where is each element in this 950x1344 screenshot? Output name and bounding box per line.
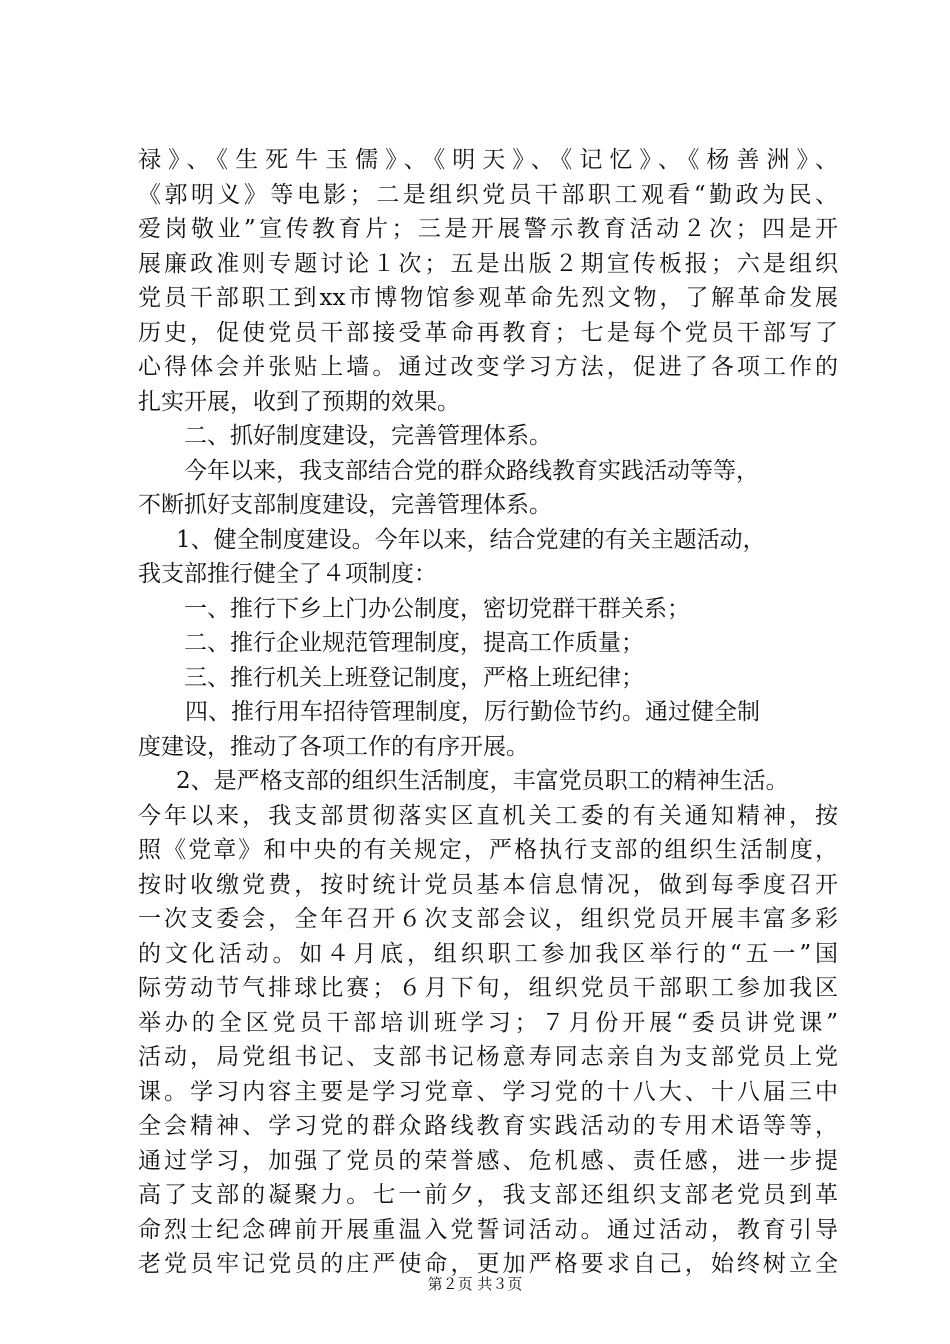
text-line: 照《党章》和中央的有关规定，严格执行支部的组织生活制度， — [138, 837, 838, 863]
text-line: 的文化活动。如４月底，组织职工参加我区举行的“五一”国 — [138, 940, 838, 967]
text-line: 度建设，推动了各项工作的有序开展。 — [138, 733, 529, 760]
text-line: 一次支委会，全年召开６次支部会议，组织党员开展丰富多彩 — [138, 906, 838, 932]
text-line: 历史，促使党员干部接受革命再教育；七是每个党员干部写了 — [138, 319, 838, 346]
text-line: 按时收缴党费，按时统计党员基本信息情况，做到每季度召开 — [138, 871, 838, 898]
text-line: 不断抓好支部制度建设，完善管理体系。 — [138, 492, 552, 518]
list-item: 一、推行下乡上门办公制度，密切党群干群关系； — [184, 595, 690, 622]
page-number: 第２页 共３页 — [427, 1275, 523, 1293]
text-line: 禄》、《生死牛玉儒》、《明天》、《记忆》、《杨善洲》、 — [138, 147, 838, 173]
text-line: 通过学习，加强了党员的荣誉感、危机感、责任感，进一步提 — [138, 1147, 838, 1174]
text-line: 1、健全制度建设。今年以来，结合党建的有关主题活动， — [176, 526, 766, 553]
text-line: 2、是严格支部的组织生活制度，丰富党员职工的精神生活。 — [176, 768, 789, 794]
text-line: 今年以来，我支部结合党的群众路线教育实践活动等等， — [184, 457, 759, 484]
text-line: 高了支部的凝聚力。七一前夕，我支部还组织支部老党员到革 — [138, 1182, 838, 1208]
text-line: 命烈士纪念碑前开展重温入党誓词活动。通过活动，教育引导 — [138, 1216, 838, 1243]
text-line: 老党员牢记党员的庄严使命，更加严格要求自己，始终树立全 — [138, 1251, 838, 1277]
list-item: 四、推行用车招待管理制度，厉行勤俭节约。通过健全制 — [185, 699, 760, 725]
text-line: 展廉政准则专题讨论１次；五是出版２期宣传板报；六是组织 — [138, 250, 838, 277]
text-line: 际劳动节气排球比赛；６月下旬，组织党员干部职工参加我区 — [138, 975, 838, 1001]
text-line: 党员干部职工到xx市博物馆参观革命先烈文物，了解革命发展 — [138, 285, 838, 311]
document-body — [138, 143, 838, 1282]
text-line: 活动，局党组书记、支部书记杨意寿同志亲自为支部党员上党 — [138, 1044, 838, 1070]
text-line: 我支部推行健全了４项制度： — [138, 561, 437, 587]
text-line: 举办的全区党员干部培训班学习；７月份开展“委员讲党课” — [138, 1009, 838, 1036]
text-line: 今年以来，我支部贯彻落实区直机关工委的有关通知精神，按 — [138, 802, 838, 829]
text-line: 《郭明义》等电影；二是组织党员干部职工观看“勤政为民、 — [138, 181, 838, 208]
list-item: 二、推行企业规范管理制度，提高工作质量； — [184, 630, 644, 656]
page-footer — [0, 1273, 950, 1294]
section-heading: 二、抓好制度建设，完善管理体系。 — [184, 423, 552, 449]
text-line: 课。学习内容主要是学习党章、学习党的十八大、十八届三中 — [138, 1078, 838, 1105]
text-line: 扎实开展，收到了预期的效果。 — [138, 388, 460, 415]
text-line: 全会精神、学习党的群众路线教育实践活动的专用术语等等， — [138, 1113, 838, 1139]
text-line: 心得体会并张贴上墙。通过改变学习方法，促进了各项工作的 — [138, 354, 838, 380]
text-line: 爱岗敬业”宣传教育片；三是开展警示教育活动２次；四是开 — [138, 216, 838, 242]
list-item: 三、推行机关上班登记制度，严格上班纪律； — [184, 664, 644, 691]
